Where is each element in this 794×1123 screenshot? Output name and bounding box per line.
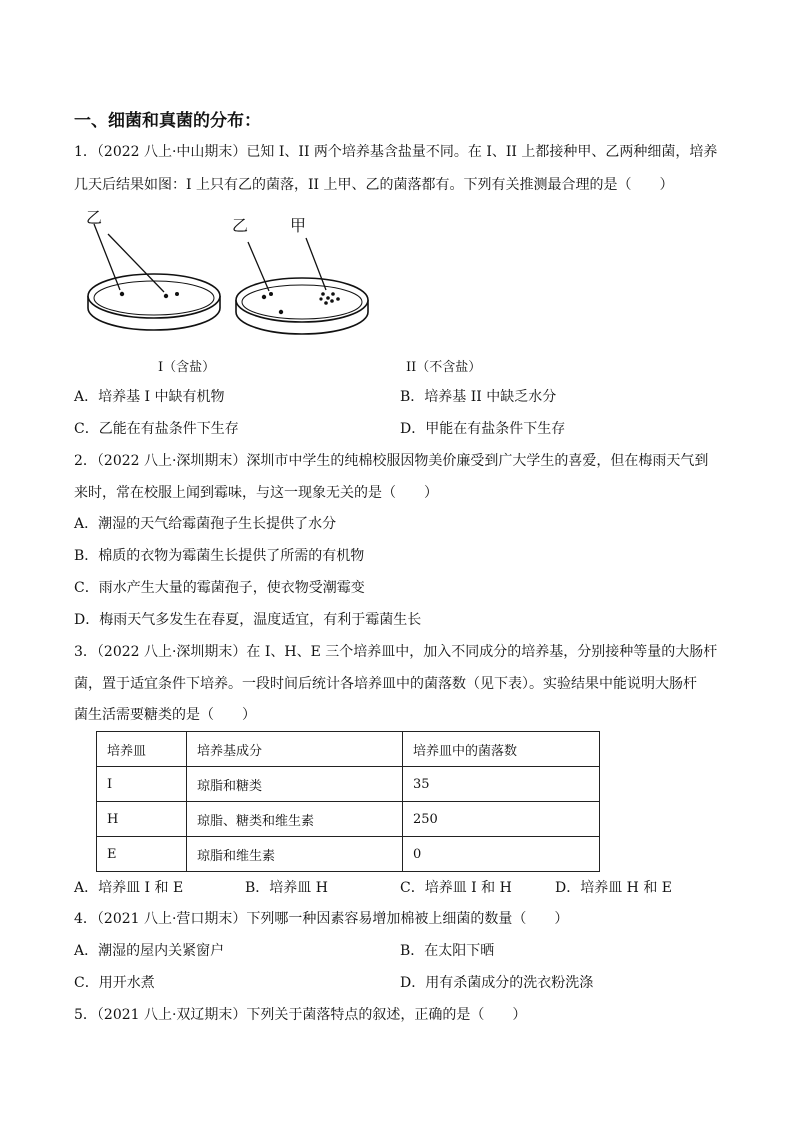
table-cell: H [97, 802, 187, 837]
q1-option-d: D．甲能在有盐条件下生存 [400, 421, 566, 437]
q4-option-b: B．在太阳下晒 [400, 943, 495, 959]
q1-stem-line2: 几天后结果如图：I 上只有乙的菌落，II 上甲、乙的菌落都有。下列有关推测最合理的是（ ） [74, 177, 674, 193]
q1-option-a: A．培养基 I 中缺有机物 [74, 389, 225, 405]
table-cell: 0 [403, 837, 600, 872]
q4-option-a: A．潮湿的屋内关紧窗户 [74, 943, 225, 959]
q4-option-c: C．用开水煮 [74, 975, 155, 991]
q4-option-d: D．用有杀菌成分的洗衣粉洗涤 [400, 975, 594, 991]
q5-stem-line1: 5．（2021 八上·双辽期末）下列关于菌落特点的叙述，正确的是（ ） [74, 1007, 527, 1023]
fig-label-yi-2: 乙 [232, 216, 249, 235]
table-cell: 35 [403, 767, 600, 802]
table-cell: E [97, 837, 187, 872]
table-cell: 琼脂、糖类和维生素 [187, 802, 403, 837]
q2-option-a: A．潮湿的天气给霉菌孢子生长提供了水分 [74, 516, 337, 532]
q2-option-d: D．梅雨天气多发生在春夏，温度适宜，有利于霉菌生长 [74, 612, 422, 628]
table-row [97, 767, 600, 802]
q3-stem-line1: 3．（2022 八上·深圳期末）在 I、H、E 三个培养皿中，加入不同成分的培养基，分别接种等量的大肠杆 [74, 644, 718, 660]
table-row [97, 837, 600, 872]
table-row [97, 802, 600, 837]
table-cell: I [97, 767, 187, 802]
table-cell: 250 [403, 802, 600, 837]
culture-table [96, 731, 600, 872]
q1-option-c: C．乙能在有盐条件下生存 [74, 421, 239, 437]
fig-label-yi-1: 乙 [86, 208, 103, 227]
q1-option-b: B．培养基 II 中缺乏水分 [400, 389, 557, 405]
q3-stem-line2: 菌，置于适宜条件下培养。一段时间后统计各培养皿中的菌落数（见下表）。实验结果中能说明大肠杆 [74, 676, 697, 692]
q3-option-c: C．培养皿 I 和 H [400, 880, 512, 896]
fig-label-jia: 甲 [290, 216, 307, 235]
q4-stem-line1: 4．（2021 八上·营口期末）下列哪一种因素容易增加棉被上细菌的数量（ ） [74, 911, 569, 927]
table-header-cell: 培养皿中的菌落数 [403, 732, 600, 767]
table-header-row [97, 732, 600, 767]
petri-dish-figure [80, 208, 430, 338]
table-cell: 琼脂和糖类 [187, 767, 403, 802]
section-title: 一、细菌和真菌的分布： [74, 111, 261, 131]
table-cell: 琼脂和维生素 [187, 837, 403, 872]
caption-dish-1: I（含盐） [158, 360, 216, 375]
petri-dish-2 [236, 238, 368, 334]
q2-stem-line2: 来时，常在校服上闻到霉味，与这一现象无关的是（ ） [74, 485, 438, 501]
caption-dish-2: II（不含盐） [406, 360, 482, 375]
q3-stem-line3: 菌生活需要糖类的是（ ） [74, 707, 256, 723]
petri-dish-1 [88, 224, 220, 330]
q3-option-b: B．培养皿 H [245, 880, 328, 896]
q3-option-a: A．培养皿 I 和 E [74, 880, 184, 896]
q3-option-d: D．培养皿 H 和 E [555, 880, 673, 896]
q2-option-b: B．棉质的衣物为霉菌生长提供了所需的有机物 [74, 548, 365, 564]
q1-stem-line1: 1．（2022 八上·中山期末）已知 I、II 两个培养基含盐量不同。在 I、II 上都接种甲、乙两种细菌，培养 [74, 144, 718, 160]
table-header-cell: 培养皿 [97, 732, 187, 767]
q2-option-c: C．雨水产生大量的霉菌孢子，使衣物受潮霉变 [74, 580, 365, 596]
q2-stem-line1: 2．（2022 八上·深圳期末）深圳市中学生的纯棉校服因物美价廉受到广大学生的喜爱，但在梅雨天气到 [74, 453, 709, 469]
table-header-cell: 培养基成分 [187, 732, 403, 767]
